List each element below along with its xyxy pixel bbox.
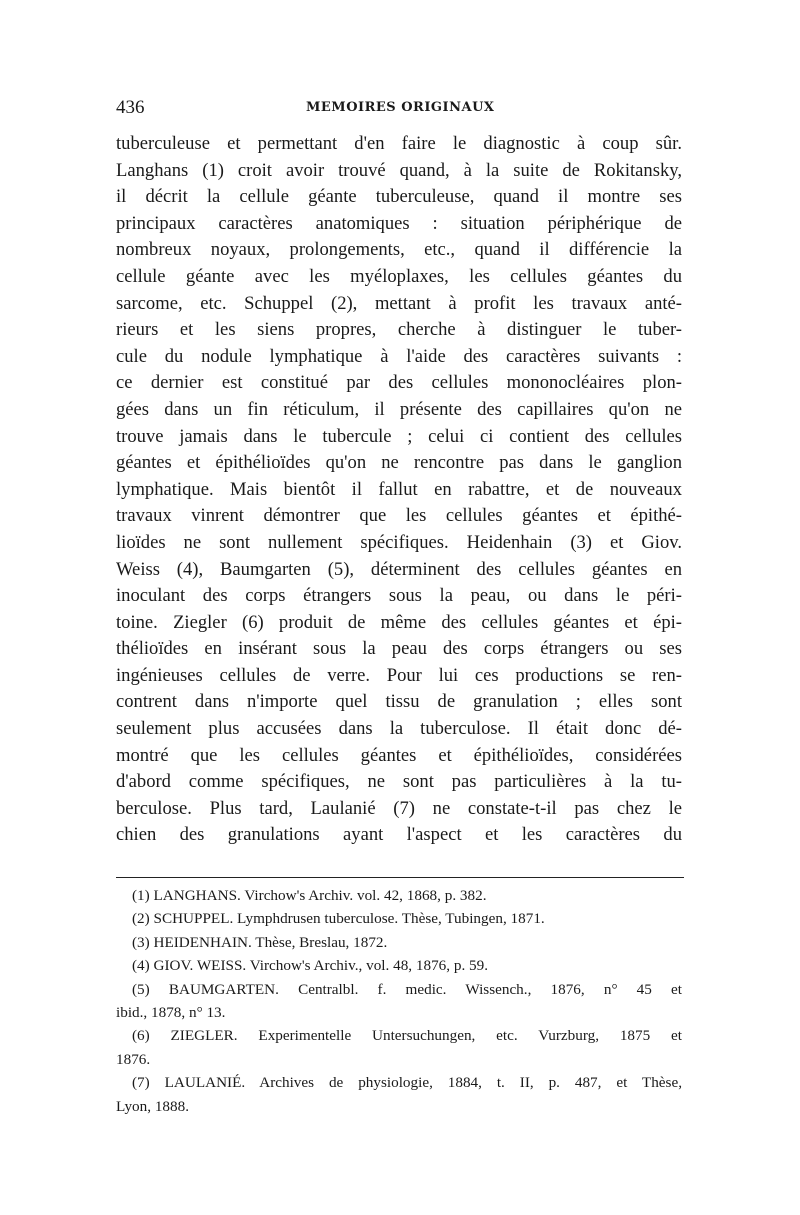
body-line: travaux vinrent démontrer que les cellules géantes et épithé- [116,505,682,527]
body-line: cellule géante avec les myéloplaxes, les cellules géantes du [116,265,682,287]
body-line: il décrit la cellule géante tuberculeuse, quand il montre ses [116,186,682,208]
footnote-divider [116,877,684,878]
footnote-5: (5) BAUMGARTEN. Centralbl. f. medic. Wissench., 1876, n° 45 et [132,980,682,998]
body-line: sarcome, etc. Schuppel (2), mettant à profit les travaux anté- [116,292,682,314]
body-line: chien des granulations ayant l'aspect et les caractères du [116,824,682,846]
footnote-1: (1) LANGHANS. Virchow's Archiv. vol. 42, 1868, p. 382. [132,887,487,904]
body-line: trouve jamais dans le tubercule ; celui ci contient des cellules [116,425,682,447]
footnote-6: (6) ZIEGLER. Experimentelle Untersuchungen, etc. Vurzburg, 1875 et [132,1027,682,1045]
body-line: tuberculeuse et permettant d'en faire le diagnostic à coup sûr. [116,133,682,154]
body-line: montré que les cellules géantes et épithélioïdes, considérées [116,744,682,766]
body-line: d'abord comme spécifiques, ne sont pas particulières à la tu- [116,771,682,793]
body-line: inoculant des corps étrangers sous la peau, ou dans le péri- [116,585,682,607]
footnote-5-continued: ibid., 1878, n° 13. [116,1003,226,1021]
body-line: contrent dans n'importe quel tissu de granulation ; elles sont [116,691,682,713]
footnote-7: (7) LAULANIÉ. Archives de physiologie, 1884, t. II, p. 487, et Thèse, [132,1074,682,1092]
body-line: ingénieuses cellules de verre. Pour lui ces productions se ren- [116,664,682,686]
body-line: principaux caractères anatomiques : situation périphérique de [116,212,682,234]
page-number: 436 [116,97,145,118]
footnote-4: (4) GIOV. WEISS. Virchow's Archiv., vol. 48, 1876, p. 59. [132,957,489,975]
body-line: géantes et épithélioïdes qu'on ne rencontre pas dans le ganglion [116,452,682,474]
body-line: lymphatique. Mais bientôt il fallut en rabattre, et de nouveaux [116,478,682,500]
running-title: MEMOIRES ORIGINAUX [306,100,495,115]
footnote-2: (2) SCHUPPEL. Lymphdrusen tuberculose. Thèse, Tubingen, 1871. [132,910,545,928]
body-text [116,131,682,849]
body-line: seulement plus accusées dans la tuberculose. Il était donc dé- [116,718,682,740]
footnote-7-continued: Lyon, 1888. [116,1097,189,1115]
body-line: Langhans (1) croit avoir trouvé quand, à la suite de Rokitansky, [116,159,682,181]
body-line: rieurs et les siens propres, cherche à distinguer le tuber- [116,319,682,341]
body-line: berculose. Plus tard, Laulanié (7) ne constate-t-il pas chez le [116,797,682,819]
body-line: gées dans un fin réticulum, il présente des capillaires qu'on ne [116,398,682,420]
body-line: cule du nodule lymphatique à l'aide des caractères suivants : [116,345,682,367]
body-line: lioïdes ne sont nullement spécifiques. Heidenhain (3) et Giov. [116,531,682,553]
body-line: ce dernier est constitué par des cellules mononocléaires plon- [116,372,682,394]
footnote-3: (3) HEIDENHAIN. Thèse, Breslau, 1872. [132,933,388,951]
body-line: toine. Ziegler (6) produit de même des cellules géantes et épi- [116,611,682,633]
body-line: nombreux noyaux, prolongements, etc., quand il différencie la [116,239,682,261]
body-line: thélioïdes en insérant sous la peau des corps étrangers ou ses [116,638,682,660]
footnotes [116,884,682,1118]
body-line: Weiss (4), Baumgarten (5), déterminent des cellules géantes en [116,558,682,580]
footnote-6-continued: 1876. [116,1050,151,1068]
